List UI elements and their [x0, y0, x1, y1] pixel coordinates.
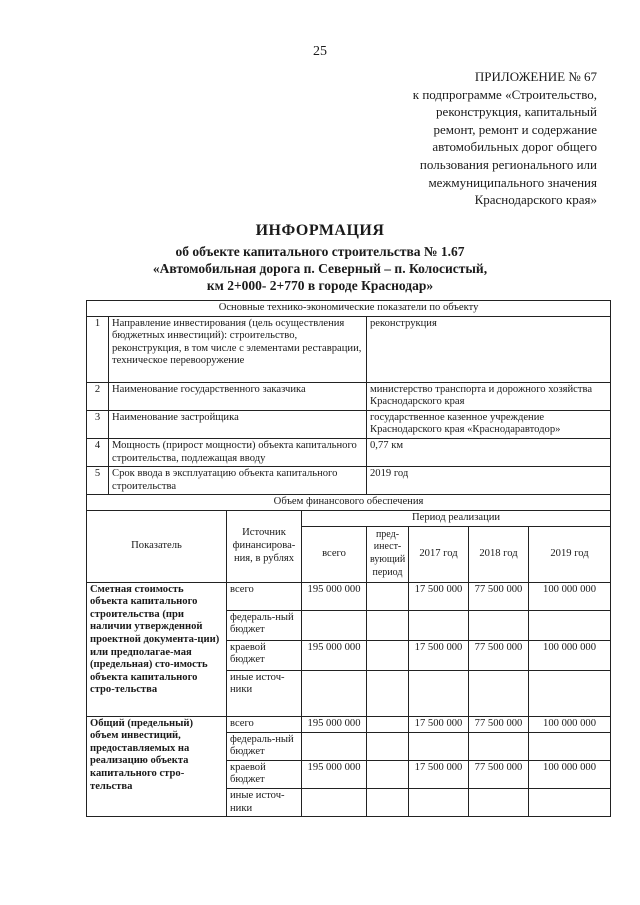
- y2018-cell: 77 500 000: [469, 582, 529, 610]
- source-cell: иные источ-ники: [227, 788, 302, 816]
- source-cell: краевой бюджет: [227, 760, 302, 788]
- y2017-cell: 17 500 000: [409, 582, 469, 610]
- total-cell: 195 000 000: [302, 716, 367, 732]
- appendix-note: [367, 68, 597, 209]
- row-number: 5: [87, 467, 109, 495]
- table-row: [87, 316, 611, 382]
- y2017-cell: 17 500 000: [409, 760, 469, 788]
- source-cell: федераль-ный бюджет: [227, 610, 302, 640]
- col-total: всего: [302, 526, 367, 582]
- col-period: Период реализации: [302, 510, 611, 526]
- y2018-cell: [469, 732, 529, 760]
- table-row: [87, 382, 611, 410]
- total-cell: 195 000 000: [302, 760, 367, 788]
- row-value: министерство транспорта и дорожного хозяйства Краснодарского края: [367, 382, 611, 410]
- prev-cell: [367, 582, 409, 610]
- row-value: реконструкция: [367, 316, 611, 382]
- object-info-table: [86, 300, 611, 817]
- y2017-cell: [409, 788, 469, 816]
- row-label: Наименование государственного заказчика: [109, 382, 367, 410]
- appendix-line: ремонт, ремонт и содержание: [433, 121, 597, 137]
- col-2017: 2017 год: [409, 526, 469, 582]
- col-2019: 2019 год: [529, 526, 611, 582]
- y2018-cell: [469, 670, 529, 716]
- section1-header: Основные технико-экономические показатели по объекту: [87, 301, 611, 317]
- y2017-cell: [409, 732, 469, 760]
- total-cell: [302, 788, 367, 816]
- source-cell: федераль-ный бюджет: [227, 732, 302, 760]
- y2019-cell: 100 000 000: [529, 640, 611, 670]
- y2019-cell: 100 000 000: [529, 716, 611, 732]
- col-source: Источник финансирова-ния, в рублях: [227, 510, 302, 582]
- row-label: Наименование застройщика: [109, 410, 367, 438]
- page-number: 25: [313, 44, 327, 59]
- total-cell: 195 000 000: [302, 640, 367, 670]
- table-row: [87, 410, 611, 438]
- prev-cell: [367, 716, 409, 732]
- section2-header-row: [87, 495, 611, 511]
- y2019-cell: [529, 670, 611, 716]
- row-number: 3: [87, 410, 109, 438]
- y2017-cell: 17 500 000: [409, 640, 469, 670]
- subtitle-line: «Автомобильная дорога п. Северный – п. Колосистый,: [152, 261, 488, 276]
- subtitle-line: км 2+000- 2+770 в городе Краснодар»: [206, 278, 434, 293]
- appendix-line: реконструкция, капитальный: [436, 104, 597, 120]
- total-cell: 195 000 000: [302, 582, 367, 610]
- y2017-cell: [409, 670, 469, 716]
- y2018-cell: [469, 788, 529, 816]
- table-row: [87, 438, 611, 466]
- source-cell: иные источ-ники: [227, 670, 302, 716]
- y2018-cell: [469, 610, 529, 640]
- section2-header: Объем финансового обеспечения: [87, 495, 611, 511]
- document-title: ИНФОРМАЦИЯ: [255, 222, 385, 239]
- row-number: 1: [87, 316, 109, 382]
- total-cell: [302, 732, 367, 760]
- y2019-cell: 100 000 000: [529, 760, 611, 788]
- appendix-line: ПРИЛОЖЕНИЕ № 67: [474, 69, 597, 84]
- appendix-line: межмуниципального значения: [428, 174, 597, 190]
- row-value: 2019 год: [367, 467, 611, 495]
- prev-cell: [367, 788, 409, 816]
- prev-cell: [367, 732, 409, 760]
- row-value: государственное казенное учреждение Краснодарского края «Краснодаравтодор»: [367, 410, 611, 438]
- y2018-cell: 77 500 000: [469, 640, 529, 670]
- y2018-cell: 77 500 000: [469, 716, 529, 732]
- row-label: Направление инвестирования (цель осуществления бюджетных инвестиций): строительство, реконструкция, в том числе с элементами реставрации, техническое перевооружение: [109, 316, 367, 382]
- row-label: Мощность (прирост мощности) объекта капитального строительства, подлежащая вводу: [109, 438, 367, 466]
- appendix-line: к подпрограмме «Строительство,: [412, 86, 597, 102]
- appendix-line: автомобильных дорог общего: [432, 139, 597, 155]
- subtitle-line: об объекте капитального строительства № 1.67: [175, 244, 465, 259]
- y2019-cell: [529, 610, 611, 640]
- total-cell: [302, 670, 367, 716]
- source-cell: всего: [227, 716, 302, 732]
- group-label: Сметная стоимость объекта капитального строительства (при наличии утвержденной проектной документа-ции) или предполагае-мая (предельная) сто-имость объекта капитального стро-тельства: [87, 582, 227, 716]
- appendix-line: Краснодарского края»: [474, 192, 597, 208]
- col-prev-period: пред-инест-вующий период: [367, 526, 409, 582]
- y2019-cell: 100 000 000: [529, 582, 611, 610]
- prev-cell: [367, 760, 409, 788]
- table-row: [87, 582, 611, 610]
- y2017-cell: [409, 610, 469, 640]
- prev-cell: [367, 610, 409, 640]
- source-cell: всего: [227, 582, 302, 610]
- col-indicator: Показатель: [87, 510, 227, 582]
- row-number: 4: [87, 438, 109, 466]
- y2017-cell: 17 500 000: [409, 716, 469, 732]
- finance-header-row: [87, 510, 611, 526]
- appendix-line: пользования регионального или: [419, 156, 597, 172]
- y2018-cell: 77 500 000: [469, 760, 529, 788]
- source-cell: краевой бюджет: [227, 640, 302, 670]
- y2019-cell: [529, 788, 611, 816]
- table-row: [87, 467, 611, 495]
- title-block: [0, 222, 640, 294]
- y2019-cell: [529, 732, 611, 760]
- row-value: 0,77 км: [367, 438, 611, 466]
- total-cell: [302, 610, 367, 640]
- table-row: [87, 716, 611, 732]
- row-number: 2: [87, 382, 109, 410]
- prev-cell: [367, 670, 409, 716]
- col-2018: 2018 год: [469, 526, 529, 582]
- section1-header-row: [87, 301, 611, 317]
- prev-cell: [367, 640, 409, 670]
- row-label: Срок ввода в эксплуатацию объекта капитального строительства: [109, 467, 367, 495]
- group-label: Общий (предельный) объем инвестиций, предоставляемых на реализацию объекта капитального стро-тельства: [87, 716, 227, 817]
